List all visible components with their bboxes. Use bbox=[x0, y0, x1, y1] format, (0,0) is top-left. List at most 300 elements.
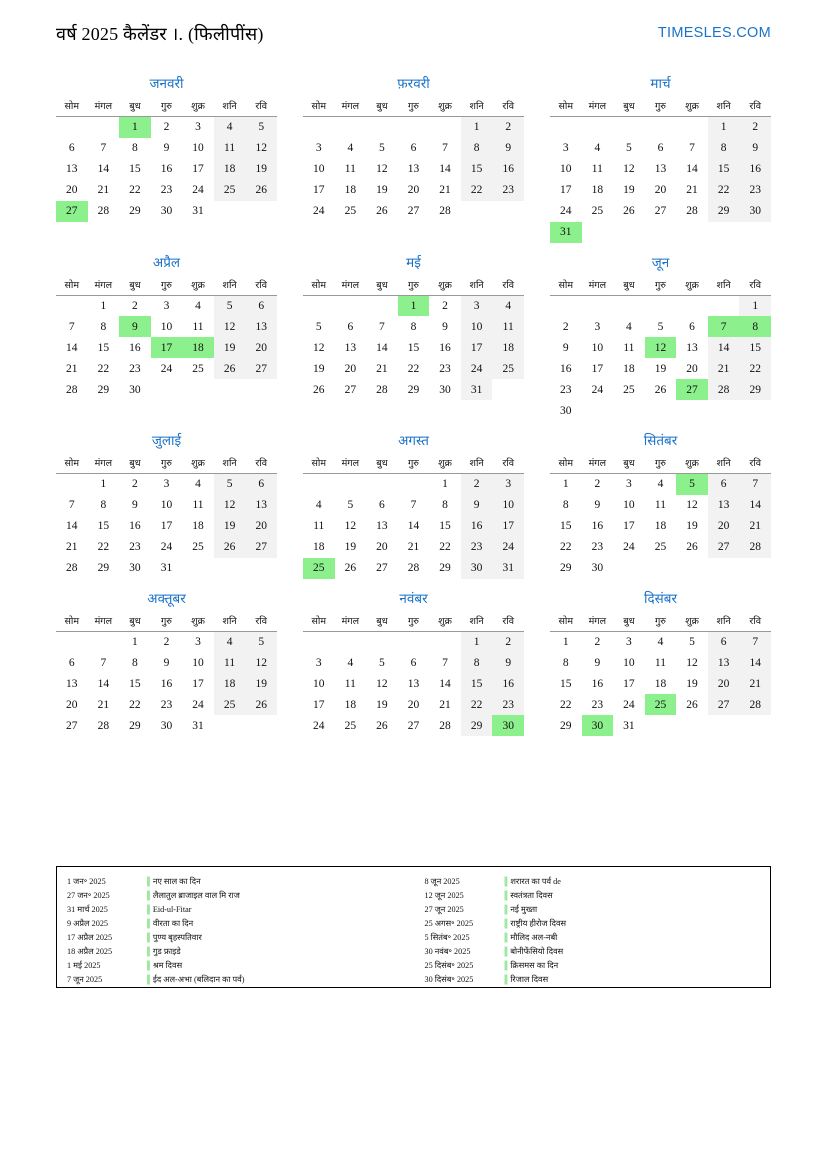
day-cell[interactable]: 14 bbox=[708, 337, 740, 358]
day-cell[interactable]: 24 bbox=[461, 358, 493, 379]
day-cell[interactable]: 9 bbox=[163, 656, 170, 669]
day-cell[interactable]: 13 bbox=[376, 520, 388, 532]
day-cell[interactable]: 23 bbox=[160, 184, 173, 196]
day-cell[interactable]: 8 bbox=[562, 499, 569, 511]
day-cell[interactable]: 6 bbox=[689, 320, 695, 333]
day-cell[interactable]: 24 bbox=[160, 362, 173, 375]
day-cell[interactable]: 13 bbox=[245, 316, 277, 337]
day-cell[interactable]: 6 bbox=[245, 474, 277, 495]
day-cell[interactable]: 27 bbox=[245, 358, 277, 379]
day-cell[interactable]: 8 bbox=[461, 652, 493, 673]
day-cell[interactable]: 25 bbox=[214, 694, 246, 715]
day-cell[interactable]: 3 bbox=[163, 478, 170, 491]
day-cell[interactable]: 21 bbox=[708, 358, 740, 379]
day-cell[interactable]: 22 bbox=[461, 180, 493, 201]
day-cell[interactable]: 13 bbox=[686, 341, 698, 354]
day-cell[interactable]: 13 bbox=[708, 652, 740, 673]
day-cell[interactable]: 17 bbox=[160, 520, 173, 532]
day-cell[interactable]: 18 bbox=[192, 520, 204, 532]
day-cell[interactable]: 4 bbox=[594, 142, 601, 154]
day-cell[interactable]: 27 bbox=[245, 537, 277, 558]
holiday-day-cell[interactable]: 27 bbox=[56, 201, 88, 222]
holiday-day-cell[interactable]: 25 bbox=[303, 558, 335, 579]
day-cell[interactable]: 15 bbox=[97, 341, 110, 354]
day-cell[interactable]: 15 bbox=[461, 159, 493, 180]
day-cell[interactable]: 13 bbox=[654, 163, 667, 175]
day-cell[interactable]: 14 bbox=[739, 652, 771, 673]
day-cell[interactable]: 22 bbox=[97, 541, 110, 553]
day-cell[interactable]: 16 bbox=[129, 520, 141, 532]
day-cell[interactable]: 16 bbox=[591, 677, 604, 690]
holiday-day-cell[interactable]: 18 bbox=[182, 337, 214, 358]
day-cell[interactable]: 30 bbox=[129, 383, 141, 396]
day-cell[interactable]: 28 bbox=[97, 205, 110, 217]
day-cell[interactable]: 21 bbox=[439, 698, 451, 711]
day-cell[interactable]: 10 bbox=[313, 677, 325, 690]
day-cell[interactable]: 21 bbox=[739, 673, 771, 694]
day-cell[interactable]: 28 bbox=[686, 205, 698, 217]
day-cell[interactable]: 4 bbox=[214, 117, 246, 138]
day-cell[interactable]: 11 bbox=[623, 341, 635, 354]
day-cell[interactable]: 20 bbox=[376, 541, 388, 553]
day-cell[interactable]: 12 bbox=[245, 138, 277, 159]
day-cell[interactable]: 1 bbox=[100, 478, 107, 491]
day-cell[interactable]: 4 bbox=[347, 656, 354, 669]
day-cell[interactable]: 27 bbox=[376, 562, 388, 574]
day-cell[interactable]: 6 bbox=[245, 295, 277, 316]
day-cell[interactable]: 18 bbox=[344, 184, 357, 196]
day-cell[interactable]: 26 bbox=[313, 383, 325, 396]
day-cell[interactable]: 27 bbox=[407, 719, 420, 732]
day-cell[interactable]: 5 bbox=[689, 635, 695, 648]
day-cell[interactable]: 15 bbox=[129, 677, 141, 690]
day-cell[interactable]: 5 bbox=[657, 320, 664, 333]
holiday-day-cell[interactable]: 12 bbox=[645, 337, 677, 358]
day-cell[interactable]: 4 bbox=[347, 142, 354, 154]
day-cell[interactable]: 16 bbox=[160, 677, 173, 690]
day-cell[interactable]: 7 bbox=[689, 142, 695, 154]
day-cell[interactable]: 12 bbox=[313, 341, 325, 354]
day-cell[interactable]: 17 bbox=[192, 677, 204, 690]
day-cell[interactable]: 15 bbox=[560, 520, 572, 532]
day-cell[interactable]: 19 bbox=[686, 677, 698, 690]
day-cell[interactable]: 24 bbox=[623, 541, 635, 553]
day-cell[interactable]: 9 bbox=[461, 495, 493, 516]
day-cell[interactable]: 19 bbox=[623, 184, 635, 196]
day-cell[interactable]: 20 bbox=[66, 698, 78, 711]
day-cell[interactable]: 12 bbox=[344, 520, 357, 532]
day-cell[interactable]: 11 bbox=[344, 163, 356, 175]
day-cell[interactable]: 2 bbox=[562, 320, 569, 333]
day-cell[interactable]: 26 bbox=[245, 180, 277, 201]
day-cell[interactable]: 24 bbox=[492, 537, 524, 558]
day-cell[interactable]: 18 bbox=[654, 677, 667, 690]
holiday-day-cell[interactable]: 9 bbox=[119, 316, 151, 337]
day-cell[interactable]: 10 bbox=[192, 656, 204, 669]
day-cell[interactable]: 6 bbox=[410, 656, 417, 669]
day-cell[interactable]: 7 bbox=[442, 656, 448, 669]
day-cell[interactable]: 19 bbox=[376, 698, 388, 711]
day-cell[interactable]: 4 bbox=[195, 299, 201, 312]
day-cell[interactable]: 11 bbox=[492, 316, 524, 337]
day-cell[interactable]: 24 bbox=[313, 205, 325, 217]
holiday-day-cell[interactable]: 30 bbox=[582, 715, 614, 736]
day-cell[interactable]: 9 bbox=[562, 341, 569, 354]
day-cell[interactable]: 15 bbox=[461, 673, 493, 694]
day-cell[interactable]: 9 bbox=[594, 499, 601, 511]
site-brand[interactable]: TIMESLES.COM bbox=[657, 25, 771, 41]
day-cell[interactable]: 2 bbox=[739, 117, 771, 138]
day-cell[interactable]: 30 bbox=[160, 719, 173, 732]
day-cell[interactable]: 2 bbox=[594, 478, 601, 491]
day-cell[interactable]: 30 bbox=[461, 558, 493, 579]
day-cell[interactable]: 24 bbox=[591, 383, 604, 396]
day-cell[interactable]: 23 bbox=[439, 362, 451, 375]
day-cell[interactable]: 7 bbox=[442, 142, 448, 154]
day-cell[interactable]: 30 bbox=[129, 562, 141, 574]
day-cell[interactable]: 31 bbox=[160, 562, 173, 574]
day-cell[interactable]: 14 bbox=[97, 677, 110, 690]
day-cell[interactable]: 6 bbox=[68, 142, 75, 154]
day-cell[interactable]: 8 bbox=[562, 656, 569, 669]
day-cell[interactable]: 23 bbox=[591, 541, 604, 553]
day-cell[interactable]: 18 bbox=[214, 159, 246, 180]
day-cell[interactable]: 18 bbox=[654, 520, 667, 532]
day-cell[interactable]: 8 bbox=[442, 499, 448, 511]
day-cell[interactable]: 6 bbox=[68, 656, 75, 669]
day-cell[interactable]: 15 bbox=[560, 677, 572, 690]
day-cell[interactable]: 1 bbox=[132, 635, 138, 648]
day-cell[interactable]: 12 bbox=[686, 499, 698, 511]
day-cell[interactable]: 24 bbox=[623, 698, 635, 711]
day-cell[interactable]: 21 bbox=[66, 362, 78, 375]
day-cell[interactable]: 26 bbox=[376, 719, 388, 732]
day-cell[interactable]: 29 bbox=[739, 379, 771, 400]
day-cell[interactable]: 26 bbox=[686, 541, 698, 553]
day-cell[interactable]: 2 bbox=[492, 117, 524, 138]
day-cell[interactable]: 15 bbox=[97, 520, 110, 532]
day-cell[interactable]: 23 bbox=[739, 180, 771, 201]
day-cell[interactable]: 11 bbox=[591, 163, 603, 175]
day-cell[interactable]: 22 bbox=[708, 180, 740, 201]
day-cell[interactable]: 26 bbox=[623, 205, 635, 217]
day-cell[interactable]: 5 bbox=[245, 117, 277, 138]
day-cell[interactable]: 18 bbox=[623, 362, 635, 375]
day-cell[interactable]: 9 bbox=[594, 656, 601, 669]
day-cell[interactable]: 14 bbox=[407, 520, 420, 532]
day-cell[interactable]: 14 bbox=[376, 341, 388, 354]
day-cell[interactable]: 23 bbox=[591, 698, 604, 711]
day-cell[interactable]: 12 bbox=[214, 495, 246, 516]
day-cell[interactable]: 19 bbox=[344, 541, 357, 553]
day-cell[interactable]: 25 bbox=[344, 205, 357, 217]
day-cell[interactable]: 19 bbox=[245, 673, 277, 694]
day-cell[interactable]: 27 bbox=[654, 205, 667, 217]
day-cell[interactable]: 9 bbox=[442, 320, 448, 333]
day-cell[interactable]: 3 bbox=[492, 474, 524, 495]
day-cell[interactable]: 28 bbox=[708, 379, 740, 400]
day-cell[interactable]: 25 bbox=[344, 719, 357, 732]
day-cell[interactable]: 26 bbox=[344, 562, 357, 574]
holiday-day-cell[interactable]: 7 bbox=[708, 316, 740, 337]
day-cell[interactable]: 11 bbox=[214, 138, 246, 159]
day-cell[interactable]: 20 bbox=[66, 184, 78, 196]
holiday-day-cell[interactable]: 31 bbox=[550, 222, 582, 243]
day-cell[interactable]: 2 bbox=[461, 474, 493, 495]
holiday-day-cell[interactable]: 30 bbox=[492, 715, 524, 736]
day-cell[interactable]: 17 bbox=[313, 184, 325, 196]
day-cell[interactable]: 20 bbox=[654, 184, 667, 196]
day-cell[interactable]: 28 bbox=[97, 719, 110, 732]
day-cell[interactable]: 23 bbox=[560, 383, 572, 396]
day-cell[interactable]: 13 bbox=[66, 677, 78, 690]
day-cell[interactable]: 20 bbox=[344, 362, 357, 375]
day-cell[interactable]: 28 bbox=[739, 694, 771, 715]
day-cell[interactable]: 31 bbox=[492, 558, 524, 579]
day-cell[interactable]: 7 bbox=[379, 320, 385, 333]
day-cell[interactable]: 13 bbox=[407, 677, 420, 690]
holiday-day-cell[interactable]: 1 bbox=[119, 117, 151, 138]
day-cell[interactable]: 27 bbox=[344, 383, 357, 396]
day-cell[interactable]: 10 bbox=[461, 316, 493, 337]
day-cell[interactable]: 3 bbox=[195, 635, 201, 648]
day-cell[interactable]: 16 bbox=[461, 516, 493, 537]
day-cell[interactable]: 28 bbox=[407, 562, 420, 574]
day-cell[interactable]: 20 bbox=[708, 516, 740, 537]
day-cell[interactable]: 10 bbox=[591, 341, 604, 354]
day-cell[interactable]: 25 bbox=[654, 541, 667, 553]
day-cell[interactable]: 7 bbox=[68, 499, 75, 511]
day-cell[interactable]: 18 bbox=[344, 698, 357, 711]
day-cell[interactable]: 16 bbox=[492, 673, 524, 694]
day-cell[interactable]: 3 bbox=[195, 121, 201, 134]
day-cell[interactable]: 7 bbox=[68, 320, 75, 333]
day-cell[interactable]: 27 bbox=[66, 719, 78, 732]
day-cell[interactable]: 31 bbox=[461, 379, 493, 400]
day-cell[interactable]: 14 bbox=[439, 163, 451, 175]
day-cell[interactable]: 4 bbox=[492, 295, 524, 316]
day-cell[interactable]: 24 bbox=[192, 184, 204, 196]
day-cell[interactable]: 10 bbox=[192, 142, 204, 154]
day-cell[interactable]: 1 bbox=[739, 295, 771, 316]
day-cell[interactable]: 12 bbox=[245, 652, 277, 673]
day-cell[interactable]: 2 bbox=[594, 635, 601, 648]
day-cell[interactable]: 17 bbox=[623, 677, 635, 690]
day-cell[interactable]: 22 bbox=[97, 362, 110, 375]
day-cell[interactable]: 11 bbox=[192, 499, 204, 511]
day-cell[interactable]: 12 bbox=[686, 656, 698, 669]
day-cell[interactable]: 12 bbox=[376, 163, 388, 175]
day-cell[interactable]: 22 bbox=[461, 694, 493, 715]
day-cell[interactable]: 7 bbox=[410, 499, 417, 511]
day-cell[interactable]: 19 bbox=[214, 516, 246, 537]
day-cell[interactable]: 6 bbox=[410, 142, 417, 154]
day-cell[interactable]: 17 bbox=[560, 184, 572, 196]
day-cell[interactable]: 31 bbox=[623, 719, 635, 732]
day-cell[interactable]: 9 bbox=[739, 138, 771, 159]
day-cell[interactable]: 8 bbox=[461, 138, 493, 159]
day-cell[interactable]: 3 bbox=[163, 299, 170, 312]
day-cell[interactable]: 14 bbox=[66, 520, 78, 532]
day-cell[interactable]: 22 bbox=[560, 698, 572, 711]
day-cell[interactable]: 20 bbox=[407, 698, 420, 711]
day-cell[interactable]: 10 bbox=[560, 163, 572, 175]
day-cell[interactable]: 29 bbox=[708, 201, 740, 222]
day-cell[interactable]: 7 bbox=[739, 474, 771, 495]
day-cell[interactable]: 20 bbox=[245, 516, 277, 537]
day-cell[interactable]: 31 bbox=[192, 719, 204, 732]
day-cell[interactable]: 5 bbox=[214, 295, 246, 316]
day-cell[interactable]: 28 bbox=[376, 383, 388, 396]
day-cell[interactable]: 10 bbox=[623, 499, 635, 511]
day-cell[interactable]: 8 bbox=[132, 656, 138, 669]
holiday-day-cell[interactable]: 8 bbox=[739, 316, 771, 337]
day-cell[interactable]: 24 bbox=[560, 205, 572, 217]
holiday-day-cell[interactable]: 1 bbox=[398, 295, 430, 316]
day-cell[interactable]: 23 bbox=[461, 537, 493, 558]
day-cell[interactable]: 16 bbox=[129, 341, 141, 354]
day-cell[interactable]: 23 bbox=[492, 694, 524, 715]
day-cell[interactable]: 26 bbox=[214, 537, 246, 558]
day-cell[interactable]: 21 bbox=[686, 184, 698, 196]
day-cell[interactable]: 21 bbox=[739, 516, 771, 537]
day-cell[interactable]: 2 bbox=[163, 121, 170, 134]
day-cell[interactable]: 29 bbox=[129, 205, 141, 217]
day-cell[interactable]: 1 bbox=[562, 478, 569, 491]
day-cell[interactable]: 22 bbox=[739, 358, 771, 379]
day-cell[interactable]: 13 bbox=[66, 163, 78, 175]
day-cell[interactable]: 11 bbox=[313, 520, 325, 532]
day-cell[interactable]: 31 bbox=[192, 205, 204, 217]
day-cell[interactable]: 1 bbox=[461, 117, 493, 138]
day-cell[interactable]: 27 bbox=[708, 537, 740, 558]
day-cell[interactable]: 11 bbox=[192, 320, 204, 333]
day-cell[interactable]: 19 bbox=[313, 362, 325, 375]
day-cell[interactable]: 1 bbox=[442, 478, 448, 491]
day-cell[interactable]: 19 bbox=[654, 362, 667, 375]
day-cell[interactable]: 6 bbox=[708, 474, 740, 495]
day-cell[interactable]: 28 bbox=[739, 537, 771, 558]
day-cell[interactable]: 22 bbox=[407, 362, 420, 375]
day-cell[interactable]: 11 bbox=[214, 652, 246, 673]
day-cell[interactable]: 23 bbox=[492, 180, 524, 201]
day-cell[interactable]: 14 bbox=[739, 495, 771, 516]
day-cell[interactable]: 29 bbox=[560, 719, 572, 732]
day-cell[interactable]: 16 bbox=[492, 159, 524, 180]
day-cell[interactable]: 11 bbox=[654, 656, 666, 669]
day-cell[interactable]: 18 bbox=[591, 184, 604, 196]
day-cell[interactable]: 5 bbox=[214, 474, 246, 495]
day-cell[interactable]: 7 bbox=[100, 656, 107, 669]
day-cell[interactable]: 16 bbox=[439, 341, 451, 354]
day-cell[interactable]: 19 bbox=[376, 184, 388, 196]
day-cell[interactable]: 21 bbox=[407, 541, 420, 553]
day-cell[interactable]: 28 bbox=[439, 719, 451, 732]
day-cell[interactable]: 5 bbox=[347, 499, 354, 511]
day-cell[interactable]: 24 bbox=[313, 719, 325, 732]
day-cell[interactable]: 1 bbox=[708, 117, 740, 138]
day-cell[interactable]: 8 bbox=[100, 320, 107, 333]
day-cell[interactable]: 1 bbox=[100, 299, 107, 312]
holiday-day-cell[interactable]: 5 bbox=[676, 474, 708, 495]
day-cell[interactable]: 3 bbox=[461, 295, 493, 316]
day-cell[interactable]: 11 bbox=[654, 499, 666, 511]
day-cell[interactable]: 3 bbox=[594, 320, 601, 333]
day-cell[interactable]: 21 bbox=[97, 698, 110, 711]
day-cell[interactable]: 29 bbox=[439, 562, 451, 574]
day-cell[interactable]: 6 bbox=[708, 631, 740, 652]
day-cell[interactable]: 6 bbox=[657, 142, 664, 154]
day-cell[interactable]: 20 bbox=[686, 362, 698, 375]
day-cell[interactable]: 3 bbox=[315, 142, 322, 154]
day-cell[interactable]: 3 bbox=[626, 478, 632, 491]
day-cell[interactable]: 20 bbox=[708, 673, 740, 694]
day-cell[interactable]: 21 bbox=[439, 184, 451, 196]
day-cell[interactable]: 27 bbox=[407, 205, 420, 217]
day-cell[interactable]: 9 bbox=[163, 142, 170, 154]
day-cell[interactable]: 30 bbox=[160, 205, 173, 217]
day-cell[interactable]: 16 bbox=[591, 520, 604, 532]
day-cell[interactable]: 26 bbox=[376, 205, 388, 217]
day-cell[interactable]: 15 bbox=[439, 520, 451, 532]
day-cell[interactable]: 28 bbox=[66, 562, 78, 574]
day-cell[interactable]: 2 bbox=[442, 299, 448, 312]
day-cell[interactable]: 14 bbox=[439, 677, 451, 690]
day-cell[interactable]: 23 bbox=[129, 541, 141, 553]
day-cell[interactable]: 5 bbox=[379, 656, 385, 669]
day-cell[interactable]: 25 bbox=[492, 358, 524, 379]
day-cell[interactable]: 15 bbox=[708, 159, 740, 180]
day-cell[interactable]: 17 bbox=[591, 362, 604, 375]
day-cell[interactable]: 25 bbox=[214, 180, 246, 201]
day-cell[interactable]: 6 bbox=[347, 320, 354, 333]
day-cell[interactable]: 10 bbox=[160, 499, 173, 511]
day-cell[interactable]: 20 bbox=[245, 337, 277, 358]
day-cell[interactable]: 2 bbox=[163, 635, 170, 648]
day-cell[interactable]: 22 bbox=[439, 541, 451, 553]
holiday-day-cell[interactable]: 27 bbox=[676, 379, 708, 400]
day-cell[interactable]: 16 bbox=[739, 159, 771, 180]
day-cell[interactable]: 15 bbox=[407, 341, 420, 354]
day-cell[interactable]: 29 bbox=[407, 383, 420, 396]
day-cell[interactable]: 29 bbox=[97, 383, 110, 396]
holiday-day-cell[interactable]: 17 bbox=[151, 337, 183, 358]
day-cell[interactable]: 25 bbox=[192, 541, 204, 553]
day-cell[interactable]: 26 bbox=[654, 383, 667, 396]
day-cell[interactable]: 29 bbox=[560, 562, 572, 574]
day-cell[interactable]: 30 bbox=[739, 201, 771, 222]
day-cell[interactable]: 29 bbox=[129, 719, 141, 732]
day-cell[interactable]: 4 bbox=[657, 635, 664, 648]
day-cell[interactable]: 22 bbox=[129, 184, 141, 196]
day-cell[interactable]: 3 bbox=[562, 142, 569, 154]
day-cell[interactable]: 26 bbox=[214, 358, 246, 379]
day-cell[interactable]: 5 bbox=[626, 142, 632, 154]
day-cell[interactable]: 8 bbox=[132, 142, 138, 154]
day-cell[interactable]: 26 bbox=[245, 694, 277, 715]
day-cell[interactable]: 24 bbox=[160, 541, 173, 553]
day-cell[interactable]: 2 bbox=[492, 631, 524, 652]
day-cell[interactable]: 5 bbox=[245, 631, 277, 652]
day-cell[interactable]: 10 bbox=[160, 320, 173, 333]
day-cell[interactable]: 19 bbox=[214, 337, 246, 358]
day-cell[interactable]: 10 bbox=[492, 495, 524, 516]
day-cell[interactable]: 5 bbox=[315, 320, 322, 333]
day-cell[interactable]: 3 bbox=[626, 635, 632, 648]
day-cell[interactable]: 22 bbox=[129, 698, 141, 711]
day-cell[interactable]: 6 bbox=[379, 499, 385, 511]
day-cell[interactable]: 13 bbox=[245, 495, 277, 516]
